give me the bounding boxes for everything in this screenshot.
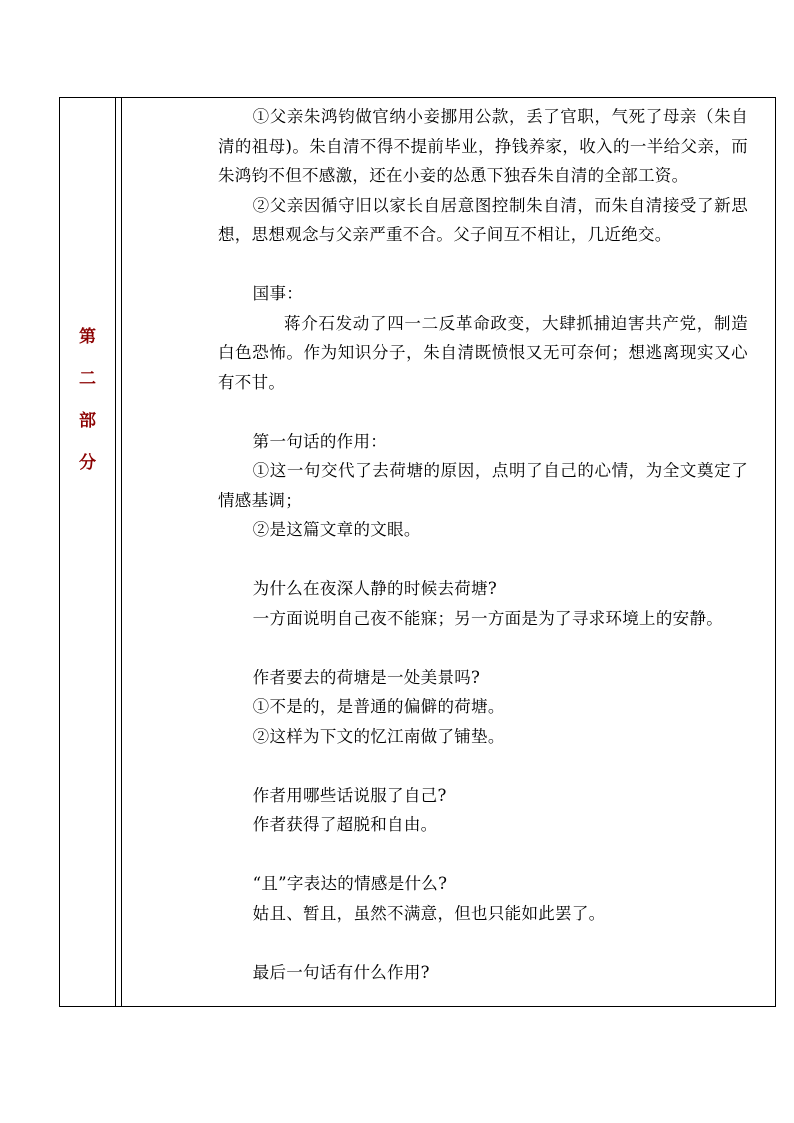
content-table (59, 97, 776, 1007)
paragraph-guoshi: 蒋介石发动了四一二反革命政变，大肆抓捕迫害共产党，制造白色恐怖。作为知识分子，朱自清既愤恨又无可奈何；想逃离现实又心有不甘。 (218, 313, 748, 392)
section-label-char: 部 (79, 411, 96, 431)
answer-persuade: 作者获得了超脱和自由。 (252, 815, 438, 834)
section-label-char: 分 (79, 453, 96, 473)
section-label (60, 316, 115, 484)
question-persuade: 作者用哪些话说服了自己? (252, 785, 447, 805)
question-qie: “且”字表达的情感是什么? (252, 874, 448, 893)
answer-pond-2: ②这样为下文的忆江南做了铺垫。 (252, 726, 505, 746)
answer-qie: 姑且、暂且，虽然不满意，但也只能如此罢了。 (252, 903, 606, 923)
answer-pond-1: ①不是的，是普通的偏僻的荷塘。 (252, 697, 505, 716)
question-pond: 作者要去的荷塘是一处美景吗? (252, 667, 481, 687)
paragraph-family-2: ②父亲因循守旧以家长自居意图控制朱自清，而朱自清接受了新思想，思想观念与父亲严重不合。父子间互不相让，几近绝交。 (218, 195, 748, 244)
section-label-char: 二 (79, 369, 96, 389)
question-last-sentence: 最后一句话有什么作用? (252, 962, 430, 982)
content-cell (122, 98, 775, 1006)
question-first-sentence: 第一句话的作用： (252, 431, 388, 451)
section-label-cell (60, 98, 116, 1006)
section-label-char: 第 (79, 327, 96, 347)
content-body (218, 102, 748, 987)
heading-guoshi: 国事： (252, 284, 304, 303)
answer-first-sentence-1: ①这一句交代了去荷塘的原因，点明了自己的心情，为全文奠定了情感基调； (218, 461, 748, 510)
paragraph-family-1: ①父亲朱鸿钧做官纳小妾挪用公款，丢了官职，气死了母亲（朱自清的祖母)。朱自清不得不提前毕业，挣钱养家，收入的一半给父亲，而朱鸿钧不但不感激，还在小妾的怂恿下独吞朱自清的全部工资。 (218, 107, 748, 185)
answer-night: 一方面说明自己夜不能寐；另一方面是为了寻求环境上的安静。 (252, 608, 724, 628)
question-night: 为什么在夜深人静的时候去荷塘? (252, 579, 497, 598)
answer-first-sentence-2: ②是这篇文章的文眼。 (252, 520, 421, 539)
